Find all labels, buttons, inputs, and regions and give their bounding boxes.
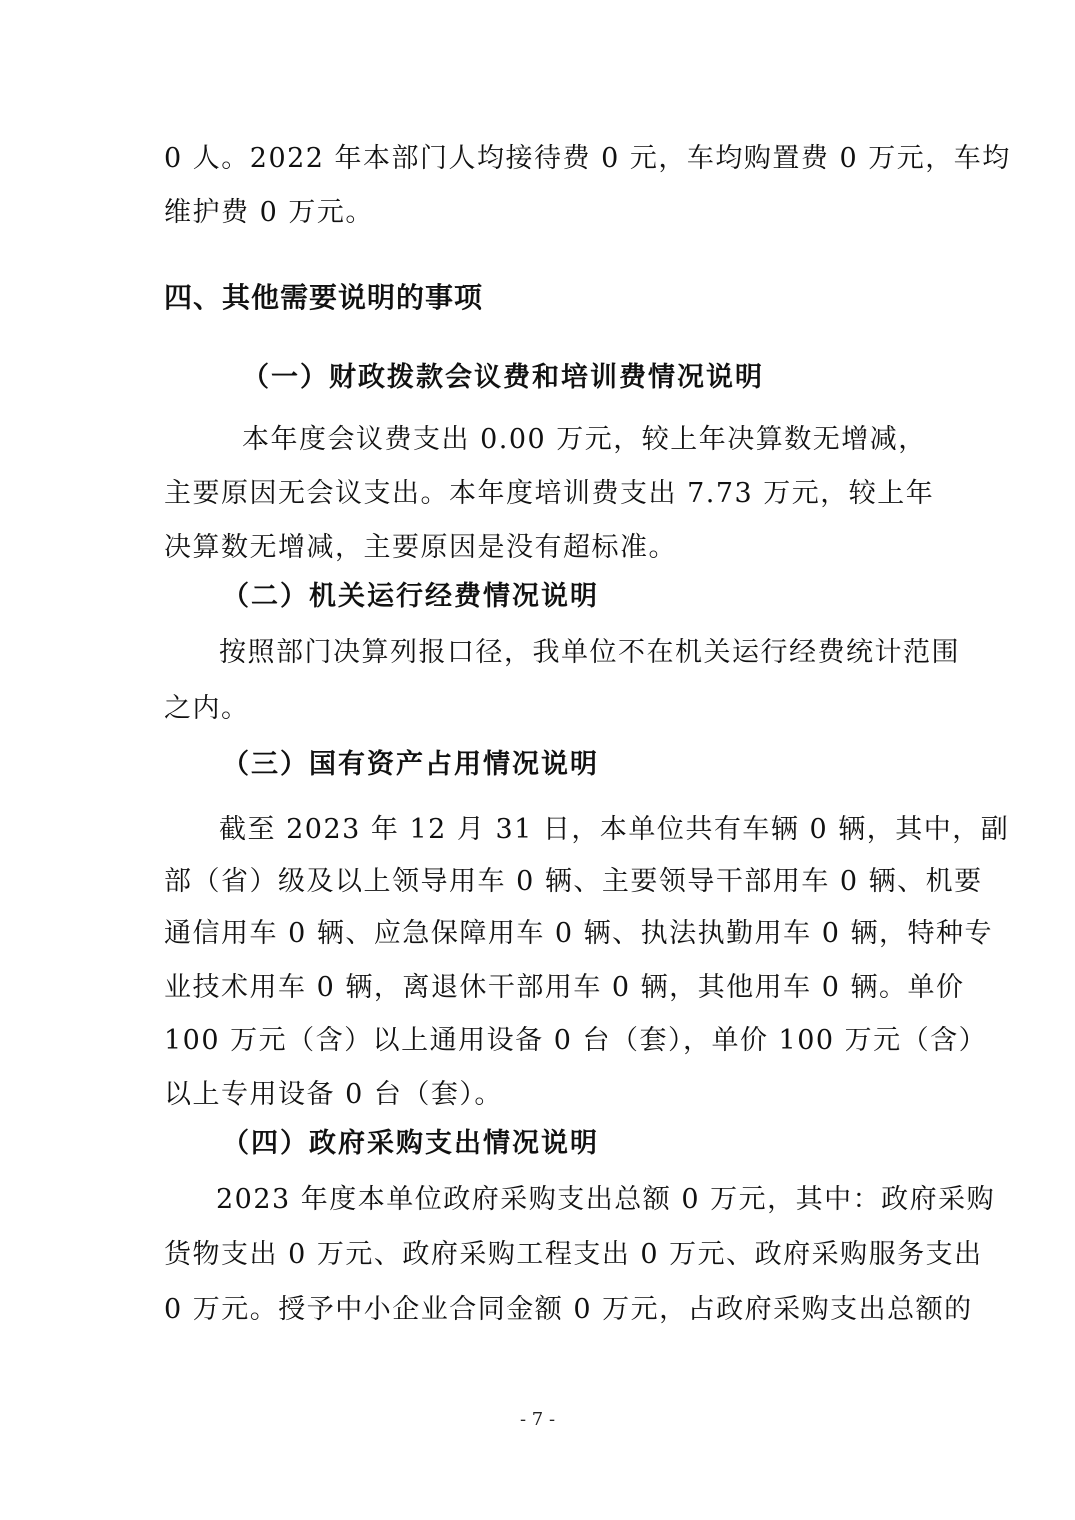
paragraph-line: 0 人。2022 年本部门人均接待费 0 元，车均购置费 0 万元，车均 xyxy=(164,143,1011,174)
paragraph-line: 100 万元（含）以上通用设备 0 台（套），单价 100 万元（含） xyxy=(164,1025,988,1056)
page-number: - 7 - xyxy=(519,1409,556,1430)
subsection-title: （四）政府采购支出情况说明 xyxy=(222,1128,599,1159)
paragraph-line: 业技术用车 0 辆，离退休干部用车 0 辆，其他用车 0 辆。单价 xyxy=(164,972,965,1003)
paragraph-line: 决算数无增减，主要原因是没有超标准。 xyxy=(164,532,677,563)
subsection-title: （二）机关运行经费情况说明 xyxy=(222,581,599,612)
paragraph-line: 主要原因无会议支出。本年度培训费支出 7.73 万元，较上年 xyxy=(164,478,935,509)
paragraph-line: 通信用车 0 辆、应急保障用车 0 辆、执法执勤用车 0 辆，特种专 xyxy=(164,918,994,949)
paragraph-line: 以上专用设备 0 台（套）。 xyxy=(164,1079,503,1110)
paragraph-line: 0 万元。授予中小企业合同金额 0 万元，占政府采购支出总额的 xyxy=(164,1294,973,1325)
paragraph-line: 截至 2023 年 12 月 31 日，本单位共有车辆 0 辆，其中，副 xyxy=(219,814,1010,845)
paragraph-line: 维护费 0 万元。 xyxy=(164,197,374,228)
subsection-title: （一）财政拨款会议费和培训费情况说明 xyxy=(242,362,764,393)
paragraph-line: 部（省）级及以上领导用车 0 辆、主要领导干部用车 0 辆、机要 xyxy=(164,866,983,897)
paragraph-line: 2023 年度本单位政府采购支出总额 0 万元，其中：政府采购 xyxy=(216,1184,996,1215)
section-title: 四、其他需要说明的事项 xyxy=(164,281,484,314)
paragraph-line: 之内。 xyxy=(164,693,250,724)
paragraph-line: 按照部门决算列报口径，我单位不在机关运行经费统计范围 xyxy=(219,637,960,668)
paragraph-line: 货物支出 0 万元、政府采购工程支出 0 万元、政府采购服务支出 xyxy=(164,1239,983,1270)
subsection-title: （三）国有资产占用情况说明 xyxy=(222,749,599,780)
paragraph-line: 本年度会议费支出 0.00 万元，较上年决算数无增减， xyxy=(242,424,927,455)
